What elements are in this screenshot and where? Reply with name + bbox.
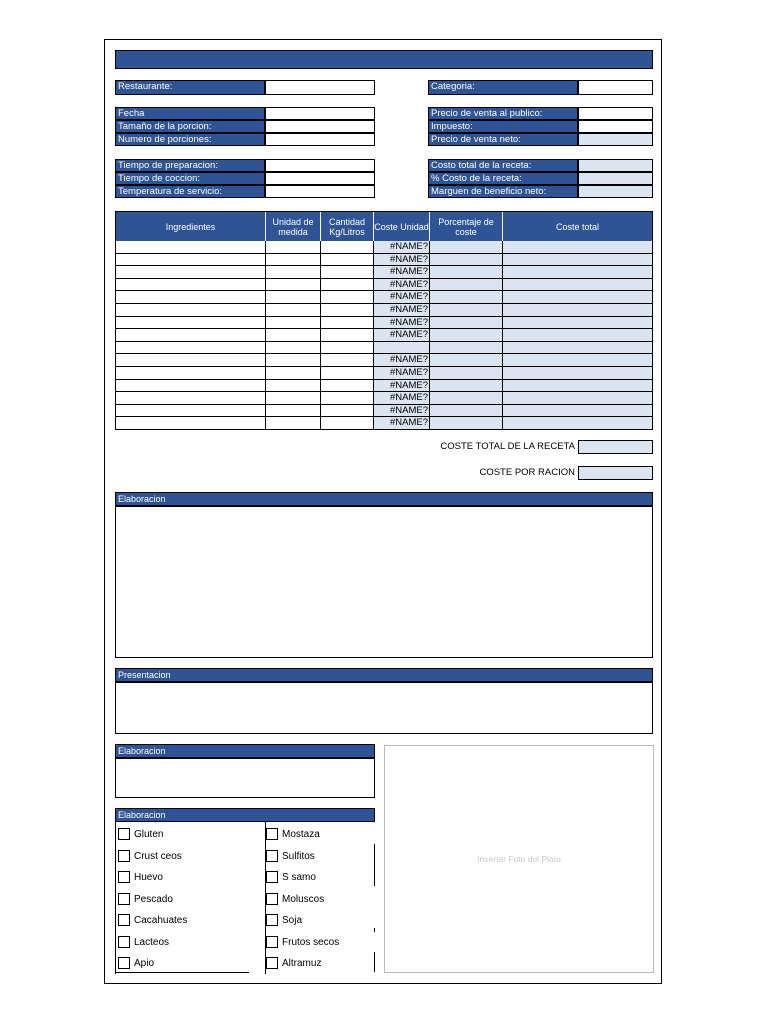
tamano-label: Tamaño de la porcion: xyxy=(115,120,265,133)
cell-cantidad[interactable] xyxy=(321,254,374,267)
fecha-label: Fecha xyxy=(115,107,265,120)
table-row xyxy=(116,241,653,254)
impuesto-field[interactable] xyxy=(578,120,653,133)
checkbox-icon[interactable] xyxy=(118,850,130,862)
cell-porcentaje xyxy=(430,367,503,380)
cell-coste-total xyxy=(503,266,652,279)
table-row xyxy=(116,405,653,418)
checkbox-icon[interactable] xyxy=(266,957,278,969)
allergen-checkbox-3[interactable] xyxy=(118,893,173,905)
cell-coste-total xyxy=(503,304,652,317)
cell-coste-total xyxy=(503,354,652,367)
cell-cantidad[interactable] xyxy=(321,380,374,393)
table-row xyxy=(116,304,653,317)
elaboracion2-textarea[interactable] xyxy=(115,758,375,798)
allergens-right-border-2 xyxy=(374,928,375,932)
tiempo-coc-label: Tiempo de coccion: xyxy=(115,172,265,185)
elaboracion-header: Elaboracion xyxy=(115,492,653,506)
allergen-checkbox-1[interactable] xyxy=(118,850,182,862)
cell-ingrediente[interactable] xyxy=(116,266,266,279)
cell-ingrediente[interactable] xyxy=(116,354,266,367)
cell-cantidad[interactable] xyxy=(321,317,374,330)
cell-cantidad[interactable] xyxy=(321,417,374,430)
allergen-label: Crust ceos xyxy=(134,850,182,862)
checkbox-icon[interactable] xyxy=(118,828,130,840)
cell-coste-total xyxy=(503,392,652,405)
impuesto-label: Impuesto: xyxy=(428,120,578,133)
allergens-left-border xyxy=(115,822,116,974)
allergen-label: Altramuz xyxy=(282,957,322,969)
cell-porcentaje xyxy=(430,405,503,418)
allergen-label: Frutos secos xyxy=(282,936,340,948)
checkbox-icon[interactable] xyxy=(118,893,130,905)
allergens-bottom-border xyxy=(115,972,249,973)
cell-coste-total xyxy=(503,405,652,418)
col-coste-total: Coste total xyxy=(503,212,652,241)
allergen-label: Moluscos xyxy=(282,893,325,905)
checkbox-icon[interactable] xyxy=(266,850,278,862)
margen-value xyxy=(578,185,653,198)
allergen-label: Pescado xyxy=(134,893,173,905)
cell-coste-unidad: #NAME? xyxy=(374,266,430,279)
cell-ingrediente[interactable] xyxy=(116,367,266,380)
elaboracion2-header: Elaboracion xyxy=(115,744,375,758)
cell-unidad[interactable] xyxy=(266,405,321,418)
allergens-right-border-3 xyxy=(374,952,375,972)
temperatura-field[interactable] xyxy=(265,185,375,198)
coste-total-receta-value xyxy=(578,440,653,454)
table-row xyxy=(116,291,653,304)
precio-neto-value xyxy=(578,133,653,146)
table-row xyxy=(116,392,653,405)
title-bar xyxy=(115,50,653,69)
allergen-label: Cacahuates xyxy=(134,914,188,926)
allergen-checkbox-1[interactable] xyxy=(266,850,315,862)
allergen-checkbox-5[interactable] xyxy=(266,936,339,948)
allergen-checkbox-5[interactable] xyxy=(118,936,169,948)
cell-porcentaje xyxy=(430,254,503,267)
cell-coste-unidad: #NAME? xyxy=(374,405,430,418)
cell-porcentaje xyxy=(430,329,503,342)
cell-unidad[interactable] xyxy=(266,304,321,317)
col-cantidad: Cantidad Kg/Litros xyxy=(321,212,374,241)
cell-ingrediente[interactable] xyxy=(116,417,266,430)
categoria-label: Categoria: xyxy=(428,80,578,95)
allergen-checkbox-2[interactable] xyxy=(118,871,163,883)
table-body xyxy=(116,241,652,430)
cell-coste-total xyxy=(503,241,652,254)
allergen-checkbox-4[interactable] xyxy=(118,914,187,926)
allergen-label: Sulfitos xyxy=(282,850,315,862)
cell-coste-total xyxy=(503,329,652,342)
checkbox-icon[interactable] xyxy=(266,914,278,926)
cell-unidad[interactable] xyxy=(266,329,321,342)
cell-unidad[interactable] xyxy=(266,279,321,292)
photo-placeholder[interactable]: Insertar Foto del Plato xyxy=(384,745,654,973)
restaurante-label: Restaurante: xyxy=(115,80,265,95)
cell-cantidad[interactable] xyxy=(321,392,374,405)
cell-coste-unidad: #NAME? xyxy=(374,392,430,405)
cell-coste-total xyxy=(503,254,652,267)
cell-porcentaje xyxy=(430,354,503,367)
cell-coste-unidad: #NAME? xyxy=(374,329,430,342)
cell-porcentaje xyxy=(430,266,503,279)
presentacion-textarea[interactable] xyxy=(115,682,653,734)
elaboracion-textarea[interactable] xyxy=(115,506,653,658)
cell-coste-unidad xyxy=(374,342,430,355)
checkbox-icon[interactable] xyxy=(118,914,130,926)
table-row xyxy=(116,417,653,430)
allergen-label: S samo xyxy=(282,871,316,883)
cell-porcentaje xyxy=(430,279,503,292)
col-unidad: Unidad de medida xyxy=(266,212,321,241)
col-ingredientes: Ingredientes xyxy=(116,212,266,241)
cell-coste-total xyxy=(503,367,652,380)
cell-coste-total xyxy=(503,279,652,292)
cell-porcentaje xyxy=(430,241,503,254)
cell-ingrediente[interactable] xyxy=(116,380,266,393)
cell-coste-total xyxy=(503,342,652,355)
allergen-label: Mostaza xyxy=(282,828,320,840)
cell-unidad[interactable] xyxy=(266,417,321,430)
table-row xyxy=(116,266,653,279)
ingredients-table xyxy=(115,211,653,430)
checkbox-icon[interactable] xyxy=(118,936,130,948)
cell-unidad[interactable] xyxy=(266,254,321,267)
cell-porcentaje xyxy=(430,291,503,304)
cell-ingrediente[interactable] xyxy=(116,317,266,330)
cell-porcentaje xyxy=(430,380,503,393)
cell-porcentaje xyxy=(430,392,503,405)
temperatura-label: Temperatura de servicio: xyxy=(115,185,265,198)
cell-ingrediente[interactable] xyxy=(116,279,266,292)
table-row xyxy=(116,380,653,393)
table-row xyxy=(116,317,653,330)
precio-neto-label: Precio de venta neto: xyxy=(428,133,578,146)
cell-unidad[interactable] xyxy=(266,241,321,254)
cell-cantidad[interactable] xyxy=(321,405,374,418)
pct-costo-value xyxy=(578,172,653,185)
checkbox-icon[interactable] xyxy=(266,936,278,948)
checkbox-icon[interactable] xyxy=(266,893,278,905)
allergen-label: Lacteos xyxy=(134,936,170,948)
cell-coste-unidad: #NAME? xyxy=(374,304,430,317)
allergen-checkbox-4[interactable] xyxy=(266,914,302,926)
numero-field[interactable] xyxy=(265,133,375,146)
table-row xyxy=(116,254,653,267)
cell-unidad[interactable] xyxy=(266,342,321,355)
cell-coste-total xyxy=(503,380,652,393)
checkbox-icon[interactable] xyxy=(266,828,278,840)
cell-cantidad[interactable] xyxy=(321,291,374,304)
restaurante-field[interactable] xyxy=(265,80,375,95)
cell-coste-unidad: #NAME? xyxy=(374,291,430,304)
pct-costo-label: % Costo de la receta: xyxy=(428,172,578,185)
cell-cantidad[interactable] xyxy=(321,279,374,292)
allergen-checkbox-0[interactable] xyxy=(266,828,320,840)
cell-unidad[interactable] xyxy=(266,266,321,279)
allergen-checkbox-0[interactable] xyxy=(118,828,163,840)
allergens-header: Elaboracion xyxy=(115,808,375,822)
costo-total-value xyxy=(578,159,653,172)
precio-publico-field[interactable] xyxy=(578,107,653,120)
cell-unidad[interactable] xyxy=(266,367,321,380)
allergens-right-border-1 xyxy=(374,844,375,886)
table-row xyxy=(116,329,653,342)
cell-ingrediente[interactable] xyxy=(116,304,266,317)
cell-unidad[interactable] xyxy=(266,392,321,405)
cell-porcentaje xyxy=(430,317,503,330)
coste-por-racion-label: COSTE POR RACION xyxy=(479,467,575,478)
allergen-checkbox-6[interactable] xyxy=(266,957,321,969)
recipe-sheet xyxy=(104,39,662,984)
cell-unidad[interactable] xyxy=(266,380,321,393)
cell-coste-unidad: #NAME? xyxy=(374,254,430,267)
table-row xyxy=(116,279,653,292)
tamano-field[interactable] xyxy=(265,120,375,133)
precio-publico-label: Precio de venta al publico: xyxy=(428,107,578,120)
cell-coste-unidad: #NAME? xyxy=(374,317,430,330)
checkbox-icon[interactable] xyxy=(118,871,130,883)
cell-ingrediente[interactable] xyxy=(116,241,266,254)
allergen-label: Huevo xyxy=(134,871,163,883)
cell-porcentaje xyxy=(430,417,503,430)
cell-ingrediente[interactable] xyxy=(116,342,266,355)
cell-cantidad[interactable] xyxy=(321,329,374,342)
allergen-label: Gluten xyxy=(134,828,164,840)
cell-cantidad[interactable] xyxy=(321,342,374,355)
cell-coste-unidad: #NAME? xyxy=(374,367,430,380)
table-row xyxy=(116,367,653,380)
cell-ingrediente[interactable] xyxy=(116,329,266,342)
cell-cantidad[interactable] xyxy=(321,354,374,367)
allergen-checkbox-6[interactable] xyxy=(118,957,154,969)
cell-porcentaje xyxy=(430,304,503,317)
cell-coste-unidad: #NAME? xyxy=(374,354,430,367)
cell-ingrediente[interactable] xyxy=(116,405,266,418)
col-porcentaje: Porcentaje de coste xyxy=(430,212,503,241)
cell-cantidad[interactable] xyxy=(321,266,374,279)
cell-cantidad[interactable] xyxy=(321,241,374,254)
tiempo-prep-field[interactable] xyxy=(265,159,375,172)
cell-coste-total xyxy=(503,291,652,304)
margen-label: Marguen de beneficio neto: xyxy=(428,185,578,198)
checkbox-icon[interactable] xyxy=(266,871,278,883)
table-row xyxy=(116,342,653,355)
cell-unidad[interactable] xyxy=(266,291,321,304)
table-header xyxy=(116,212,652,241)
table-row xyxy=(116,354,653,367)
cell-cantidad[interactable] xyxy=(321,367,374,380)
allergen-label: Soja xyxy=(282,914,303,926)
cell-coste-total xyxy=(503,417,652,430)
cell-unidad[interactable] xyxy=(266,317,321,330)
numero-label: Numero de porciones: xyxy=(115,133,265,146)
cell-porcentaje xyxy=(430,342,503,355)
tiempo-prep-label: Tiempo de preparacion: xyxy=(115,159,265,172)
categoria-field[interactable] xyxy=(578,80,653,95)
allergen-label: Apio xyxy=(134,957,155,969)
cell-ingrediente[interactable] xyxy=(116,291,266,304)
coste-por-racion-value xyxy=(578,466,653,480)
cell-coste-unidad: #NAME? xyxy=(374,279,430,292)
fecha-field[interactable] xyxy=(265,107,375,120)
tiempo-coc-field[interactable] xyxy=(265,172,375,185)
cell-coste-unidad: #NAME? xyxy=(374,241,430,254)
cell-ingrediente[interactable] xyxy=(116,392,266,405)
coste-total-receta-label: COSTE TOTAL DE LA RECETA xyxy=(440,441,575,452)
allergen-checkbox-2[interactable] xyxy=(266,871,316,883)
cell-coste-total xyxy=(503,317,652,330)
cell-ingrediente[interactable] xyxy=(116,254,266,267)
cell-coste-unidad: #NAME? xyxy=(374,417,430,430)
presentacion-header: Presentacion xyxy=(115,668,653,682)
allergen-checkbox-3[interactable] xyxy=(266,893,324,905)
col-coste-unidad: Coste Unidad xyxy=(374,212,430,241)
cell-unidad[interactable] xyxy=(266,354,321,367)
cell-cantidad[interactable] xyxy=(321,304,374,317)
checkbox-icon[interactable] xyxy=(118,957,130,969)
cell-coste-unidad: #NAME? xyxy=(374,380,430,393)
costo-total-label: Costo total de la receta: xyxy=(428,159,578,172)
